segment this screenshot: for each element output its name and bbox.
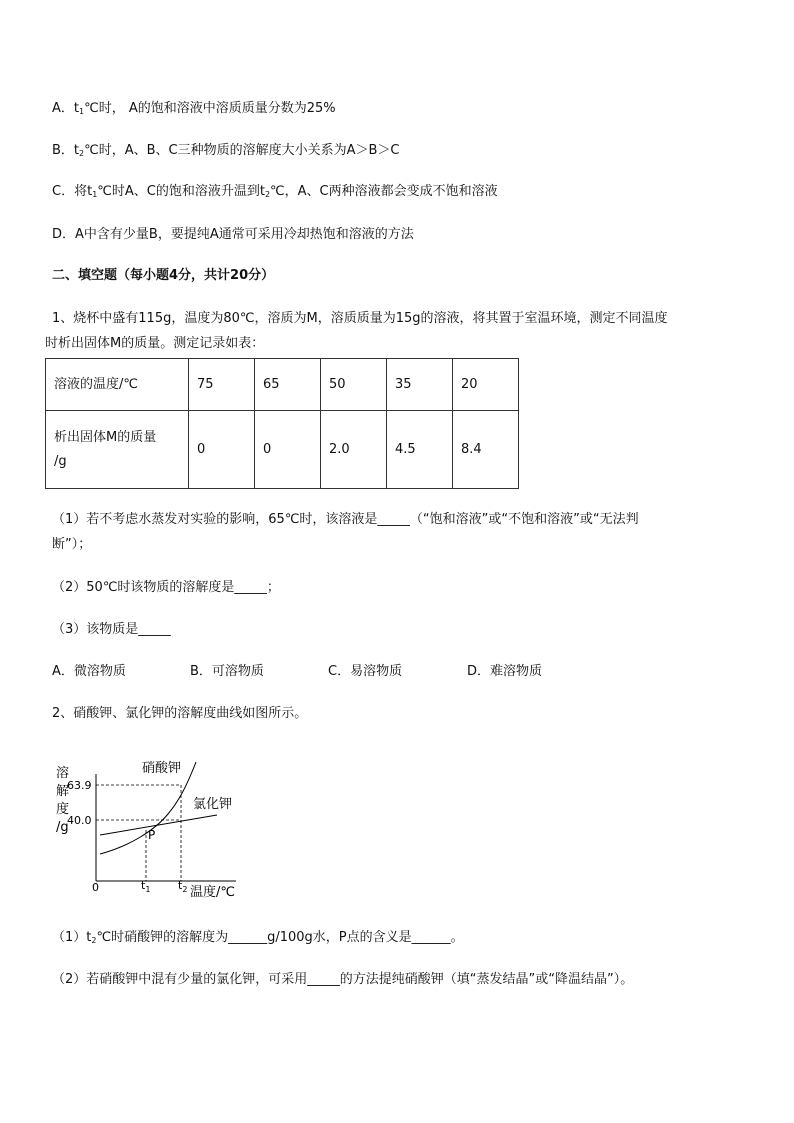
table-cell: 2.0 xyxy=(321,411,387,489)
tick-40-0: 40.0 xyxy=(67,814,92,827)
kno3-label: 硝酸钾 xyxy=(142,761,182,776)
choice-a-text-2: ℃时， A的饱和溶液中溶质质量分数为25% xyxy=(84,101,336,116)
section-title: 二、填空题（每小题4分，共计20分） xyxy=(52,268,275,283)
q1-data-table xyxy=(45,358,519,489)
choice-b-text-2: ℃时，A、B、C三种物质的溶解度大小关系为A＞B＞C xyxy=(84,143,400,158)
q1-option-b: B．可溶物质 xyxy=(190,664,264,679)
choice-b xyxy=(52,141,400,164)
table-cell: 4.5 xyxy=(387,411,453,489)
table-cell: 0 xyxy=(255,411,321,489)
q1-sub2: （2）50℃时该物质的溶解度是_____； xyxy=(52,580,280,595)
choice-c xyxy=(52,182,498,205)
q1-sub1-line1: （1）若不考虑水蒸发对实验的影响，65℃时，该溶液是_____（“饱和溶液”或“不饱和溶液”或“无法判 xyxy=(52,512,639,527)
table-header-mass-line2: /g xyxy=(54,453,67,469)
q2-sub1-text: （1）t xyxy=(52,930,92,945)
ylabel-4: /g xyxy=(56,820,69,835)
choice-c-sub-2: 2 xyxy=(264,190,271,199)
tick-63-9: 63.9 xyxy=(67,779,92,792)
q1-sub1-line2: 断”）； xyxy=(52,537,92,552)
choice-c-text: C．将t xyxy=(52,184,93,199)
table-cell: 20 xyxy=(453,359,519,411)
q1-text-line2: 时析出固体M的质量。测定记录如表： xyxy=(45,336,265,351)
table-cell: 8.4 xyxy=(453,411,519,489)
table-cell: 35 xyxy=(387,359,453,411)
ylabel-3: 度 xyxy=(56,802,70,817)
q2-sub1 xyxy=(52,928,464,951)
kcl-label: 氯化钾 xyxy=(193,797,233,812)
table-cell: 50 xyxy=(321,359,387,411)
table-header-mass-line1: 析出固体M的质量 xyxy=(54,429,157,445)
ylabel-2: 解 xyxy=(56,784,70,799)
choice-a-text: A．t xyxy=(52,101,79,116)
table-cell: 0 xyxy=(189,411,255,489)
tick-t1: $t_1$ xyxy=(141,879,151,894)
q2-sub1-text-2: ℃时硝酸钾的溶解度为______g/100g水，P点的含义是______。 xyxy=(96,930,464,945)
q2-sub1-sub: 2 xyxy=(91,936,97,945)
choice-c-sub: 1 xyxy=(92,190,98,199)
choice-b-sub: 2 xyxy=(79,149,85,158)
q1-sub3: （3）该物质是_____ xyxy=(52,622,171,637)
choice-b-text: B．t xyxy=(52,143,80,158)
q2-sub2: （2）若硝酸钾中混有少量的氯化钾，可采用_____的方法提纯硝酸钾（填“蒸发结晶”或“降温结晶”）。 xyxy=(52,972,634,987)
q1-option-d: D．难溶物质 xyxy=(467,664,543,679)
kcl-curve xyxy=(100,815,217,835)
origin-label: 0 xyxy=(92,881,99,894)
solubility-graph xyxy=(50,750,250,900)
table-cell: 65 xyxy=(255,359,321,411)
q1-option-c: C．易溶物质 xyxy=(328,664,403,679)
tick-t2: $t_2$ xyxy=(178,879,188,894)
choice-a-sub: 1 xyxy=(79,107,85,116)
point-p-label: P xyxy=(148,828,156,842)
choice-c-text-3: ℃，A、C两种溶液都会变成不饱和溶液 xyxy=(270,184,498,199)
q1-text-line1: 1、烧杯中盛有115g，温度为80℃，溶质为M，溶质质量为15g的溶液，将其置于室温环境，测定不同温度 xyxy=(52,311,668,326)
q1-option-a: A．微溶物质 xyxy=(52,664,126,679)
choice-a xyxy=(52,99,336,122)
table-cell: 75 xyxy=(189,359,255,411)
table-row xyxy=(46,411,519,489)
q2-text: 2、硝酸钾、氯化钾的溶解度曲线如图所示。 xyxy=(52,706,308,721)
table-header-mass xyxy=(46,411,189,489)
table-row xyxy=(46,359,519,411)
ylabel-1: 溶 xyxy=(56,766,70,781)
choice-c-text-2: ℃时A、C的饱和溶液升温到t xyxy=(97,184,265,199)
table-header-temperature: 溶液的温度/℃ xyxy=(46,359,189,411)
choice-d: D．A中含有少量B，要提纯A通常可采用冷却热饱和溶液的方法 xyxy=(52,227,414,242)
xlabel: 温度/℃ xyxy=(190,885,235,900)
